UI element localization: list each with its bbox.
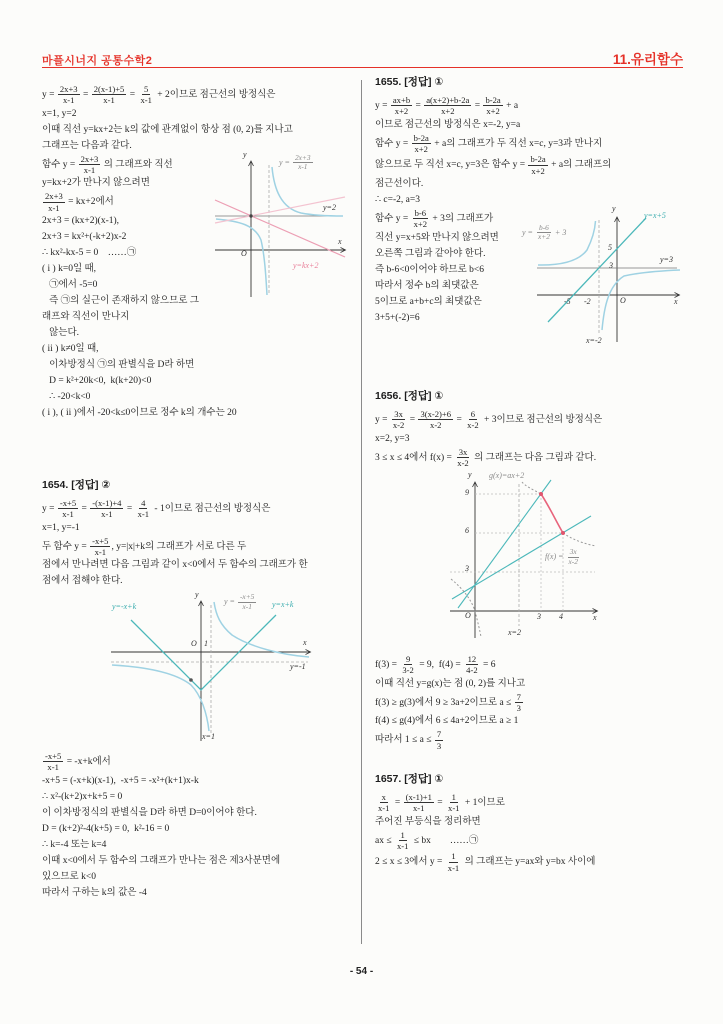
fraction: $\frac{2x+3}{x-1}$ <box>80 153 99 175</box>
problem-title-1657: 1657. [정답] ① <box>375 773 444 785</box>
fraction: $\frac{x}{x-1}$ <box>378 792 390 814</box>
fraction: $\frac{b-2a}{x+2}$ <box>413 132 429 154</box>
x-axis-label: x <box>593 613 597 623</box>
text-line: 함수 y = $\frac{b-6}{x+2}$ + 3의 그래프가 <box>375 207 494 230</box>
fraction: $\frac{3x}{x-2}$ <box>457 446 469 468</box>
solution-lines <box>375 95 682 208</box>
curve-equation-label: y = $\frac{b-6}{x+2}$ + 3 <box>522 222 567 242</box>
graph-canvas-1654 <box>106 592 316 745</box>
fixed-point-0-2 <box>249 214 252 217</box>
text-line: 즉 b-6<0이어야 하므로 b<6 <box>375 264 484 275</box>
fraction: $\frac{7}{3}$ <box>516 691 521 714</box>
y-axis-label: y <box>612 203 616 213</box>
text-line: ∴ x²-(k+2)x+k+5 = 0 <box>42 791 123 802</box>
solution-lines <box>42 84 349 154</box>
origin-label: O <box>191 639 197 649</box>
fraction: $\frac{9}{3-2}$ <box>402 654 414 676</box>
tick-label-3-x: 3 <box>537 612 541 622</box>
text-line: y = $\frac{-x+5}{x-1}$ = $\frac{-(x-1)+4}{x-1}$ = $\frac{4}{x-1}$ - 1이므로 점근선의 방정식은 <box>42 497 271 520</box>
text-line: y = $\frac{2x+3}{x-1}$ = $\frac{2(x-1)+5}{x-1}$ = $\frac{5}{x-1}$ + 2이므로 점근선의 방정식은 <box>42 84 276 106</box>
text-line: D = (k+2)²-4(k+5) = 0, k²-16 = 0 <box>42 823 170 834</box>
fraction: $\frac{3x}{x-2}$ <box>568 547 578 566</box>
text-line: ∴ c=-2, a=3 <box>375 194 420 205</box>
text-line: 점근선이다. <box>375 178 424 189</box>
fraction: $\frac{1}{x-1}$ <box>448 792 460 814</box>
asymptote-label-x2: x=2 <box>508 628 521 638</box>
hyperbola-curve <box>216 167 343 295</box>
solution-block-1657 <box>375 771 682 873</box>
g-line-equation-label: g(x)=ax+2 <box>489 471 525 481</box>
asymptote-label-xneg2: x=-2 <box>586 335 602 345</box>
tick-label-9: 9 <box>465 488 469 498</box>
text-line: 점에서 접해야 한다. <box>42 576 123 587</box>
text-line: 5이므로 a+b+c의 최댓값은 <box>375 296 482 307</box>
y-axis-label: y <box>243 149 247 159</box>
fraction: $\frac{1}{x-1}$ <box>396 829 409 851</box>
problem-title-1656: 1656. [정답] ① <box>375 389 444 402</box>
curve-equation-label: y = $\frac{-x+5}{x-1}$ <box>224 592 255 611</box>
text-line: ( i ) k=0일 때, <box>42 263 97 274</box>
curve-segment-3-to-4 <box>541 494 563 533</box>
text-line: $\frac{2x+3}{x-1}$ = kx+2에서 <box>45 191 114 213</box>
asymptote-label-y2: y=2 <box>323 202 336 212</box>
text-line: f(3) ≥ g(3)에서 9 ≥ 3a+2이므로 a ≤ $\frac{7}{3}$ <box>375 691 521 714</box>
asymptote-label-y3: y=3 <box>660 254 673 264</box>
text-line: 따라서 1 ≤ a ≤ $\frac{7}{3}$ <box>375 729 442 751</box>
text-line: 이때 직선 y=g(x)는 점 (0, 2)를 지나고 <box>375 678 526 689</box>
fraction: $\frac{b-6}{x+2}$ <box>537 222 550 242</box>
fraction: $\frac{3x}{x-2}$ <box>392 408 405 431</box>
tick-label-3-y: 3 <box>465 564 469 574</box>
text-line: 직선 y=x+5와 만나지 않으려면 <box>375 232 499 243</box>
fraction: $\frac{6}{x-2}$ <box>467 408 479 431</box>
text-line: -x+5 = (-x+k)(x-1), -x+5 = -x²+(k+1)x-k <box>42 775 199 786</box>
figure-1655 <box>522 203 682 350</box>
text-line: ∴ kx²-kx-5 = 0 ……㉠ <box>42 247 137 258</box>
abs-value-lines <box>131 615 276 690</box>
text-line: 이차방정식 ㉠의 판별식을 D라 하면 <box>42 359 195 370</box>
text-line: y = $\frac{3x}{x-2}$ = $\frac{3(x-2)+6}{x-2}$ = $\frac{6}{x-2}$ + 3이므로 점근선의 방정식은 <box>375 408 603 431</box>
fraction: $\frac{b-2a}{x+2}$ <box>530 154 546 176</box>
book-title: 마플시너지 공통수학2 <box>42 55 153 67</box>
text-line: ∴ k=-4 또는 k=4 <box>42 839 107 850</box>
fraction: $\frac{2x+3}{x-1}$ <box>45 191 63 213</box>
fraction: $\frac{-x+5}{x-1}$ <box>239 592 255 611</box>
text-line: 않는다. <box>42 327 80 338</box>
asymptote-label-x1: x=1 <box>202 732 215 742</box>
text-line: 즉 ㉠의 실근이 존재하지 않으므로 그래프와 직선이 만나지 <box>42 295 199 322</box>
text-line: 있으므로 k<0 <box>42 871 96 882</box>
fraction: $\frac{-x+5}{x-1}$ <box>45 751 62 773</box>
text-line: 2x+3 = (kx+2)(x-1), <box>42 215 120 226</box>
text-line: 이 이차방정식의 판별식을 D라 하면 D=0이어야 한다. <box>42 807 257 818</box>
fraction: $\frac{3(x-2)+6}{x-2}$ <box>420 408 452 431</box>
text-line: f(4) ≤ g(4)에서 6 ≤ 4a+2이므로 a ≥ 1 <box>375 716 519 727</box>
fraction: $\frac{b-2a}{x+2}$ <box>485 95 501 117</box>
figure-1653 <box>209 149 349 300</box>
y-axis-label: y <box>468 470 472 480</box>
line-equation-label: y=kx+2 <box>293 260 319 270</box>
solution-lines <box>375 654 682 751</box>
text-line: 않으므로 두 직선 x=c, y=3은 함수 y = $\frac{b-2a}{x+2}$ + a의 그래프의 <box>375 154 612 176</box>
hyperbola-curve <box>112 602 309 731</box>
solution-lines <box>42 751 349 901</box>
boundary-lines-through-0-2 <box>452 480 591 608</box>
text-line: 함수 y = $\frac{b-2a}{x+2}$ + a의 그래프가 두 직선 x=c, y=3과 만나지 <box>375 132 603 154</box>
fraction: $\frac{5}{x-1}$ <box>140 84 152 106</box>
fraction: $\frac{2(x-1)+5}{x-1}$ <box>93 84 125 106</box>
problem-title-1655: 1655. [정답] ① <box>375 76 444 88</box>
tick-label-5: 5 <box>608 242 612 252</box>
fraction: $\frac{2x+3}{x-1}$ <box>294 152 311 172</box>
text-line: 2x+3 = kx²+(-k+2)x-2 <box>42 231 127 242</box>
text-line: ㉠에서 -5=0 <box>42 279 98 290</box>
text-line: 따라서 구하는 k의 값은 -4 <box>42 887 147 898</box>
fraction: $\frac{-(x-1)+4}{x-1}$ <box>92 497 122 520</box>
text-line: 이때 x<0에서 두 함수의 그래프가 만나는 점은 제3사분면에 <box>42 855 281 866</box>
solution-lines <box>375 792 682 873</box>
fraction: $\frac{12}{4-2}$ <box>466 654 478 676</box>
tick-label-6: 6 <box>465 526 469 536</box>
line-equation-label: y=x+5 <box>644 210 666 220</box>
text-line: y = $\frac{ax+b}{x+2}$ = $\frac{a(x+2)+b-2a}{x+2}$ = $\frac{b-2a}{x+2}$ + a <box>375 95 519 117</box>
left-column <box>42 84 349 901</box>
text-line: ∴ -20<k<0 <box>42 391 91 402</box>
solution-lines <box>375 409 682 468</box>
solution-block-1655 <box>375 74 682 352</box>
tick-label-4-x: 4 <box>559 612 563 622</box>
x-axis-label: x <box>338 236 342 246</box>
graph-canvas-1653 <box>209 154 349 300</box>
curve-equation-label: y = $\frac{2x+3}{x-1}$ <box>279 152 311 172</box>
text-line: 두 함수 y = $\frac{-x+5}{x-1}$ , y=|x|+k의 그래프가 서로 다른 두 <box>42 535 247 557</box>
fraction: $\frac{7}{3}$ <box>436 729 442 751</box>
origin-label: O <box>465 611 471 621</box>
x-axis-label: x <box>303 638 307 648</box>
text-line: 이므로 점근선의 방정식은 x=-2, y=a <box>375 119 521 130</box>
figure-1654 <box>106 590 316 745</box>
endpoint-4-6 <box>561 531 565 535</box>
asymptote-label-yneg1: y=-1 <box>290 662 306 672</box>
fraction: $\frac{ax+b}{x+2}$ <box>392 95 411 117</box>
tick-label-neg5: -5 <box>564 296 571 306</box>
right-line-label: y=x+k <box>272 600 294 610</box>
tick-label-3: 3 <box>609 260 613 270</box>
page-header <box>42 48 683 68</box>
text-line: 함수 y = $\frac{2x+3}{x-1}$ 의 그래프와 직선 <box>42 153 173 175</box>
text-line: 2 ≤ x ≤ 3에서 y = $\frac{1}{x-1}$ 의 그래프는 y=ax와 y=bx 사이에 <box>375 851 596 873</box>
solution-block-1654 <box>42 477 349 901</box>
fraction: $\frac{(x-1)+1}{x-1}$ <box>405 792 432 814</box>
text-line: x=1, y=2 <box>42 108 77 119</box>
problem-title-1654: 1654. [정답] ② <box>42 478 111 491</box>
curve-equation-label: f(x) = $\frac{3x}{x-2}$ <box>545 547 578 566</box>
text-line: 3+5+(-2)=6 <box>375 312 420 323</box>
x-axis-label: x <box>674 296 678 306</box>
fraction: $\frac{2x+3}{x-1}$ <box>59 84 78 106</box>
tangent-point <box>189 678 193 682</box>
origin-label: O <box>620 295 626 305</box>
fraction: $\frac{-x+5}{x-1}$ <box>92 535 109 557</box>
text-line: $\frac{-x+5}{x-1}$ = -x+k에서 <box>45 751 111 773</box>
header-rule <box>42 67 683 68</box>
tick-label-1: 1 <box>204 639 208 649</box>
text-line: 이때 직선 y=kx+2는 k의 값에 관계없이 항상 점 (0, 2)를 지나고 <box>42 124 293 135</box>
column-divider <box>361 80 362 944</box>
text-line: 주어진 부등식을 정리하면 <box>375 816 481 827</box>
graph-canvas-1656 <box>445 476 610 648</box>
origin-label: O <box>241 248 247 258</box>
endpoint-3-9 <box>539 492 543 496</box>
text-line: ( i ), ( ii )에서 -20<k≤0이므로 정수 k의 개수는 20 <box>42 407 237 418</box>
solution-block-1653 <box>42 84 349 421</box>
text-line: x=1, y=-1 <box>42 522 80 533</box>
figure-1656 <box>445 470 610 648</box>
right-column <box>375 74 682 873</box>
text-line: 3 ≤ x ≤ 4에서 f(x) = $\frac{3x}{x-2}$ 의 그래프는 다음 그림과 같다. <box>375 446 597 468</box>
fraction: $\frac{a(x+2)+b-2a}{x+2}$ <box>426 95 470 117</box>
text-line: ( ii ) k≠0일 때, <box>42 343 99 354</box>
chapter-title: 11.유리함수 <box>612 52 683 67</box>
text-line: $\frac{x}{x-1}$ = $\frac{(x-1)+1}{x-1}$ = $\frac{1}{x-1}$ + 1이므로 <box>378 792 505 814</box>
text-line: 따라서 정수 b의 최댓값은 <box>375 280 479 291</box>
solution-lines <box>42 498 349 589</box>
text-line: y=kx+2가 만나지 않으려면 <box>42 178 150 189</box>
text-line: x=2, y=3 <box>375 433 410 444</box>
text-line: 오른쪽 그림과 같아야 한다. <box>375 248 486 259</box>
fraction: $\frac{-x+5}{x-1}$ <box>59 497 77 520</box>
text-line: ax ≤ $\frac{1}{x-1}$ ≤ bx ……㉠ <box>375 829 479 851</box>
solution-block-1656 <box>375 388 682 751</box>
left-line-label: y=-x+k <box>112 602 137 612</box>
fraction: $\frac{4}{x-1}$ <box>137 497 150 520</box>
text-line: D = k²+20k<0, k(k+20)<0 <box>42 375 152 386</box>
page-number: - 54 - <box>349 966 374 977</box>
fraction: $\frac{1}{x-1}$ <box>447 851 460 873</box>
text-line: f(3) = $\frac{9}{3-2}$ = 9, f(4) = $\frac{12}{4-2}$ = 6 <box>375 654 496 676</box>
text-line: 점에서 만나려면 다음 그림과 같이 x<0에서 두 함수의 그래프가 한 <box>42 560 308 571</box>
text-line: 그래프는 다음과 같다. <box>42 140 132 151</box>
fraction: $\frac{b-6}{x+2}$ <box>413 207 428 230</box>
y-axis-label: y <box>195 590 199 600</box>
tick-label-neg2: -2 <box>584 296 591 306</box>
